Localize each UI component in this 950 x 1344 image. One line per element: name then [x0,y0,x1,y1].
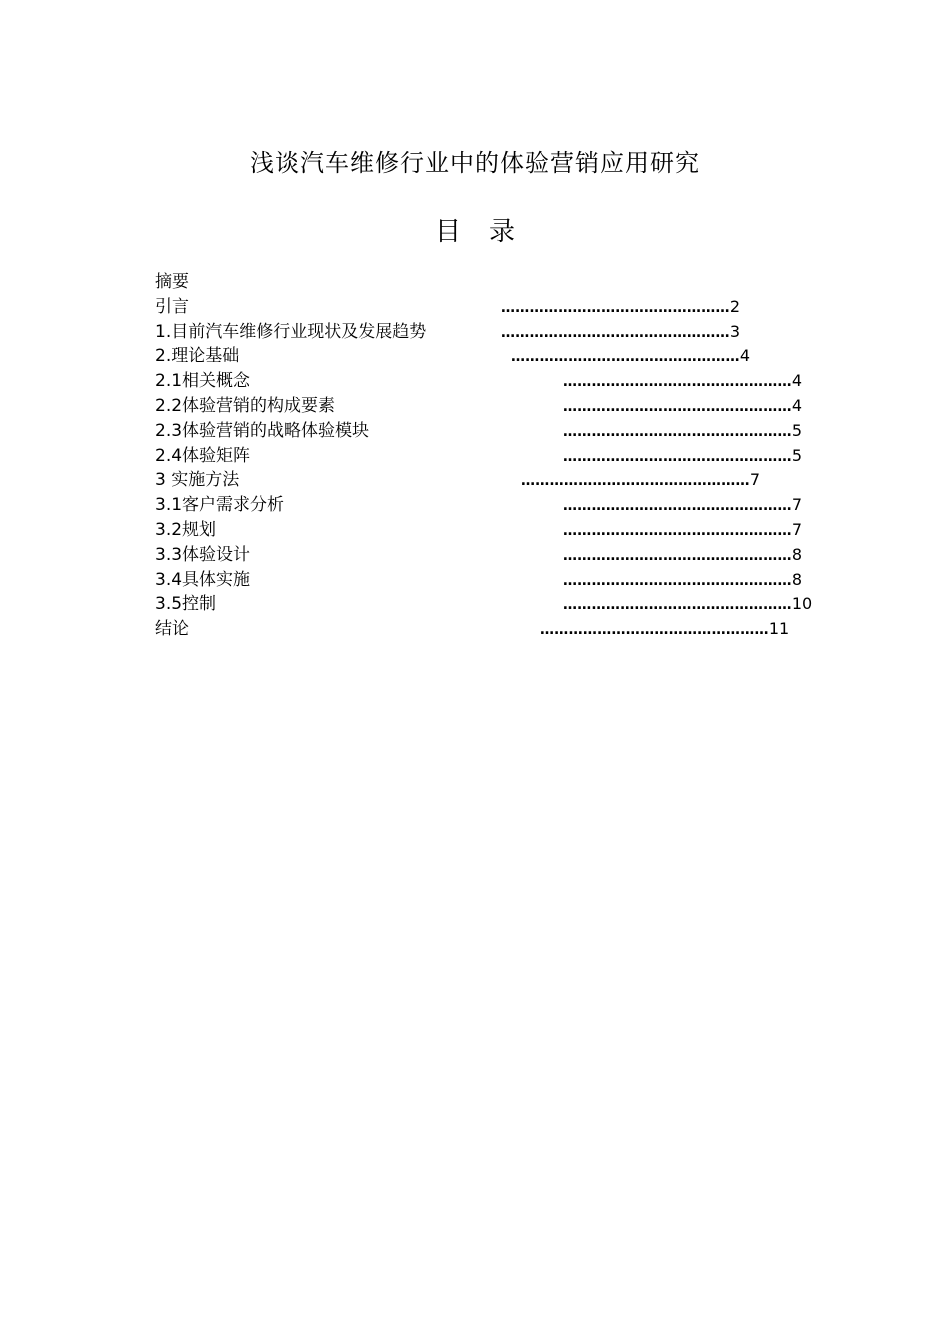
toc-entry[interactable] [155,617,855,642]
toc-entry-page: 4 [791,395,802,415]
toc-entry[interactable] [155,518,855,543]
toc-entry-page: 5 [791,420,802,440]
toc-entry[interactable] [155,592,855,617]
toc-entry-page: 11 [768,619,790,639]
toc-entry[interactable] [155,568,855,593]
toc-leader: …………………………………………7 [563,519,802,539]
toc-entry-label: 3.5控制 [155,594,217,615]
toc-leader: …………………………………………4 [511,346,750,366]
toc-entry-label: 结论 [155,619,189,640]
toc-entry-page: 4 [739,346,750,366]
toc-entry-page: 7 [791,495,802,515]
toc-entry[interactable] [155,543,855,568]
toc-entry[interactable] [155,295,855,320]
toc-entry[interactable] [155,493,855,518]
toc-leader: …………………………………………2 [501,296,740,316]
toc-entry-label: 2.2体验营销的构成要素 [155,395,336,416]
toc-entry-label: 2.3体验营销的战略体验模块 [155,420,370,441]
document-title: 浅谈汽车维修行业中的体验营销应用研究 [250,149,700,177]
toc-entry-label: 2.4体验矩阵 [155,445,251,466]
toc-entry-page: 8 [791,544,802,564]
toc-leader: …………………………………………3 [501,321,740,341]
toc-leader: …………………………………………8 [563,544,802,564]
toc-entry-page: 7 [791,519,802,539]
toc-heading: 目录 [434,217,543,247]
toc-entry-page: 5 [791,445,802,465]
toc-entry-page: 2 [729,296,740,316]
toc-entry-label: 1.目前汽车维修行业现状及发展趋势 [155,321,427,342]
toc-leader: …………………………………………5 [563,445,802,465]
toc-entry[interactable] [155,419,855,444]
toc-entry[interactable] [155,369,855,394]
toc-entry[interactable] [155,270,855,295]
toc-entry-label: 3.2规划 [155,519,217,540]
toc-entry-label: 2.1相关概念 [155,371,251,392]
toc-entry-label: 2.理论基础 [155,346,240,367]
toc-entry[interactable] [155,468,855,493]
toc-leader: …………………………………………4 [563,395,802,415]
toc-entry-label: 3.4具体实施 [155,569,251,590]
toc-entry-page: 10 [791,594,813,614]
toc-leader: …………………………………………5 [563,420,802,440]
toc-leader: …………………………………………7 [521,470,760,490]
toc-entry-page: 3 [729,321,740,341]
toc-leader: …………………………………………4 [563,371,802,391]
toc-entry-page: 8 [791,569,802,589]
toc-leader: …………………………………………11 [540,619,790,639]
toc-entry-label: 3.3体验设计 [155,544,251,565]
toc-entry[interactable] [155,344,855,369]
toc-leader: …………………………………………8 [563,569,802,589]
toc-entry-page: 4 [791,371,802,391]
toc-leader: …………………………………………7 [563,495,802,515]
toc-entry-label: 3.1客户需求分析 [155,495,285,516]
toc-entry[interactable] [155,320,855,345]
toc-entry[interactable] [155,444,855,469]
toc-entry-page: 7 [749,470,760,490]
toc-entry[interactable] [155,394,855,419]
toc-entry-label: 引言 [155,296,189,317]
toc-leader: …………………………………………10 [563,594,813,614]
toc-entry-label: 3 实施方法 [155,470,240,491]
table-of-contents [155,270,855,642]
toc-entry-label: 摘要 [155,272,189,292]
